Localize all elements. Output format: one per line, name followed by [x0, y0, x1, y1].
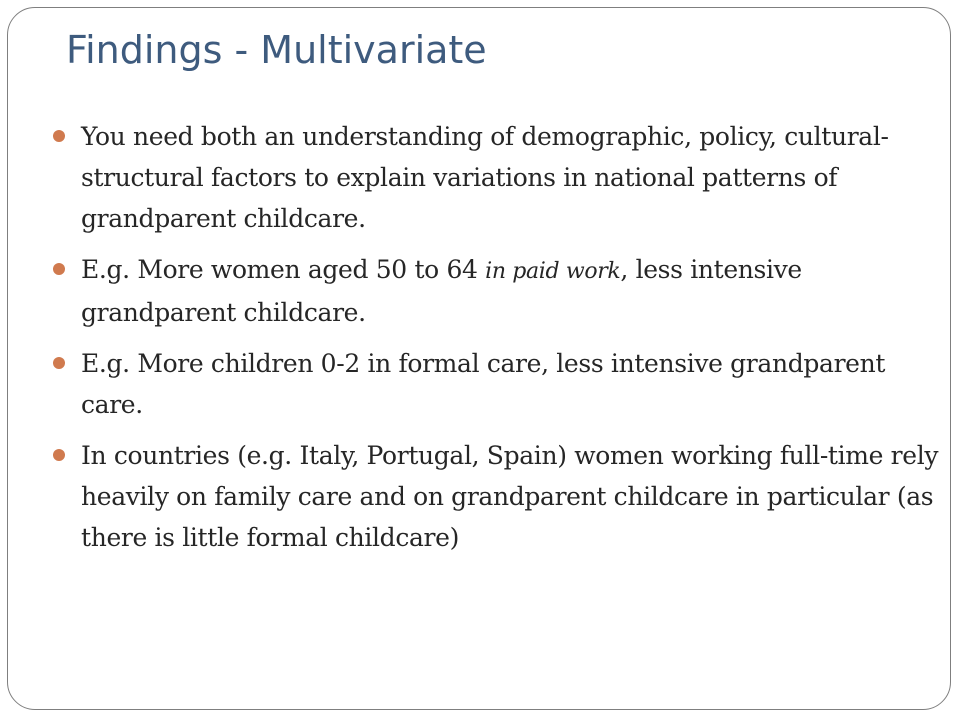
bullet-dot-icon: [53, 357, 65, 369]
bullet-dot-icon: [53, 263, 65, 275]
bullet-item: [50, 435, 950, 558]
bullet-text-end: , less intensive grandparent childcare.: [81, 255, 802, 327]
bullet-dot-icon: [53, 130, 65, 142]
bullet-text: E.g. More children 0-2 in formal care, less intensive grandparent care.: [81, 349, 886, 419]
bullet-emphasis: in paid work: [485, 259, 621, 284]
slide-title: Findings - Multivariate: [66, 28, 487, 72]
bullet-text-start: E.g. More women aged 50 to 64: [81, 255, 486, 284]
bullet-item: [50, 249, 950, 333]
bullet-dot-icon: [53, 449, 65, 461]
bullet-list: [50, 116, 950, 568]
bullet-item: [50, 343, 950, 425]
bullet-text: You need both an understanding of demographic, policy, cultural-structural factors to explain variations in national patterns of grandparent childcare.: [81, 122, 889, 233]
bullet-text: In countries (e.g. Italy, Portugal, Spain) women working full-time rely heavily on family care and on grandparent childcare in particular (as there is little formal childcare): [81, 441, 939, 552]
bullet-item: [50, 116, 950, 239]
